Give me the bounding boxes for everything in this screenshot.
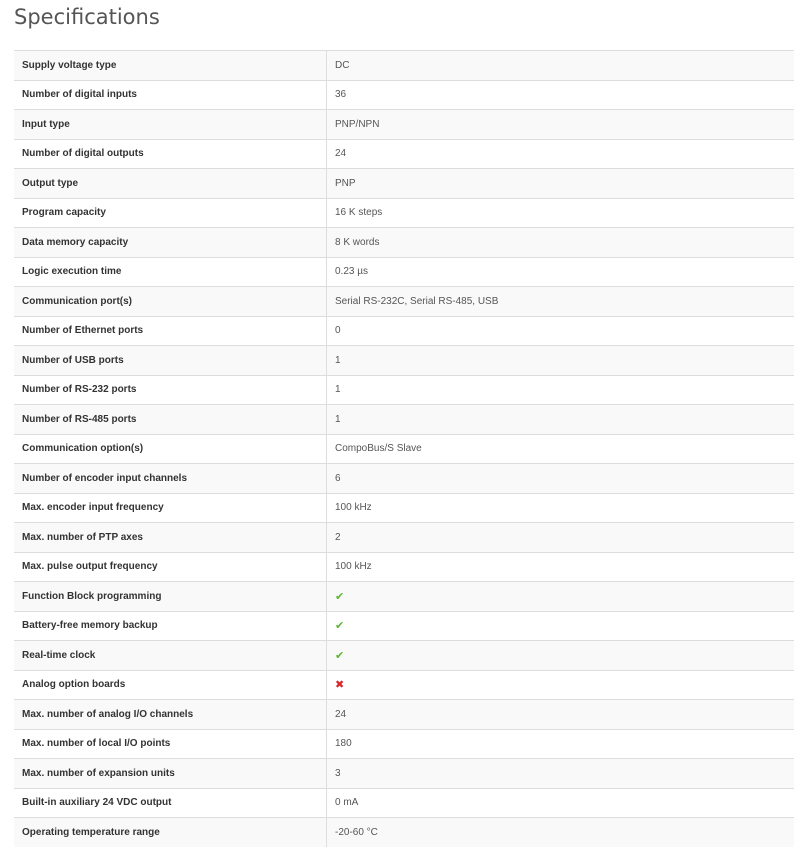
spec-label: Max. number of local I/O points	[14, 729, 327, 759]
spec-value: 2	[327, 523, 795, 553]
spec-row	[14, 169, 794, 199]
spec-value: 1	[327, 405, 795, 435]
spec-value: 3	[327, 759, 795, 789]
spec-label: Number of Ethernet ports	[14, 316, 327, 346]
spec-value: 8 K words	[327, 228, 795, 258]
spec-row	[14, 582, 794, 612]
spec-label: Max. number of expansion units	[14, 759, 327, 789]
spec-value: -20-60 °C	[327, 818, 795, 848]
spec-value: 0 mA	[327, 788, 795, 818]
spec-row	[14, 257, 794, 287]
spec-row	[14, 611, 794, 641]
checkmark-icon: ✔	[335, 589, 345, 603]
spec-label: Operating temperature range	[14, 818, 327, 848]
spec-value: PNP/NPN	[327, 110, 795, 140]
checkmark-icon: ✔	[335, 648, 345, 662]
spec-label: Function Block programming	[14, 582, 327, 612]
spec-row	[14, 316, 794, 346]
spec-label: Max. encoder input frequency	[14, 493, 327, 523]
spec-label: Max. number of analog I/O channels	[14, 700, 327, 730]
spec-label: Output type	[14, 169, 327, 199]
spec-label: Max. pulse output frequency	[14, 552, 327, 582]
spec-row	[14, 51, 794, 81]
spec-value	[327, 582, 795, 612]
spec-value: 1	[327, 375, 795, 405]
spec-value: 6	[327, 464, 795, 494]
spec-label: Number of RS-485 ports	[14, 405, 327, 435]
spec-row	[14, 641, 794, 671]
spec-label: Built-in auxiliary 24 VDC output	[14, 788, 327, 818]
spec-row	[14, 287, 794, 317]
spec-row	[14, 523, 794, 553]
spec-label: Program capacity	[14, 198, 327, 228]
spec-label: Analog option boards	[14, 670, 327, 700]
spec-label: Number of encoder input channels	[14, 464, 327, 494]
spec-label: Number of digital outputs	[14, 139, 327, 169]
spec-value: 0.23 µs	[327, 257, 795, 287]
spec-label: Logic execution time	[14, 257, 327, 287]
spec-value: 24	[327, 700, 795, 730]
checkmark-icon: ✔	[335, 619, 345, 633]
spec-value	[327, 641, 795, 671]
spec-value: 0	[327, 316, 795, 346]
spec-row	[14, 198, 794, 228]
spec-row	[14, 552, 794, 582]
spec-label: Battery-free memory backup	[14, 611, 327, 641]
spec-label: Supply voltage type	[14, 51, 327, 81]
spec-value: CompoBus/S Slave	[327, 434, 795, 464]
spec-label: Communication option(s)	[14, 434, 327, 464]
spec-row	[14, 788, 794, 818]
spec-label: Data memory capacity	[14, 228, 327, 258]
spec-label: Max. number of PTP axes	[14, 523, 327, 553]
spec-row	[14, 464, 794, 494]
spec-value: 100 kHz	[327, 493, 795, 523]
spec-label: Input type	[14, 110, 327, 140]
spec-row	[14, 80, 794, 110]
spec-row	[14, 139, 794, 169]
spec-row	[14, 493, 794, 523]
spec-row	[14, 228, 794, 258]
spec-label: Communication port(s)	[14, 287, 327, 317]
spec-label: Number of RS-232 ports	[14, 375, 327, 405]
spec-value: PNP	[327, 169, 795, 199]
spec-row	[14, 110, 794, 140]
spec-row	[14, 346, 794, 376]
spec-row	[14, 818, 794, 848]
spec-row	[14, 375, 794, 405]
spec-row	[14, 729, 794, 759]
page-title: Specifications	[14, 5, 160, 29]
spec-value	[327, 611, 795, 641]
spec-value: 100 kHz	[327, 552, 795, 582]
spec-label: Real-time clock	[14, 641, 327, 671]
spec-value: Serial RS-232C, Serial RS-485, USB	[327, 287, 795, 317]
specifications-table-body	[14, 51, 794, 848]
spec-row	[14, 759, 794, 789]
spec-value: 16 K steps	[327, 198, 795, 228]
spec-value: 36	[327, 80, 795, 110]
spec-row	[14, 670, 794, 700]
spec-row	[14, 700, 794, 730]
spec-row	[14, 405, 794, 435]
spec-value: 180	[327, 729, 795, 759]
spec-value: 1	[327, 346, 795, 376]
spec-value	[327, 670, 795, 700]
spec-value: 24	[327, 139, 795, 169]
specifications-table	[14, 50, 794, 847]
cross-icon: ✖	[335, 678, 345, 692]
spec-value: DC	[327, 51, 795, 81]
spec-label: Number of digital inputs	[14, 80, 327, 110]
spec-label: Number of USB ports	[14, 346, 327, 376]
spec-row	[14, 434, 794, 464]
